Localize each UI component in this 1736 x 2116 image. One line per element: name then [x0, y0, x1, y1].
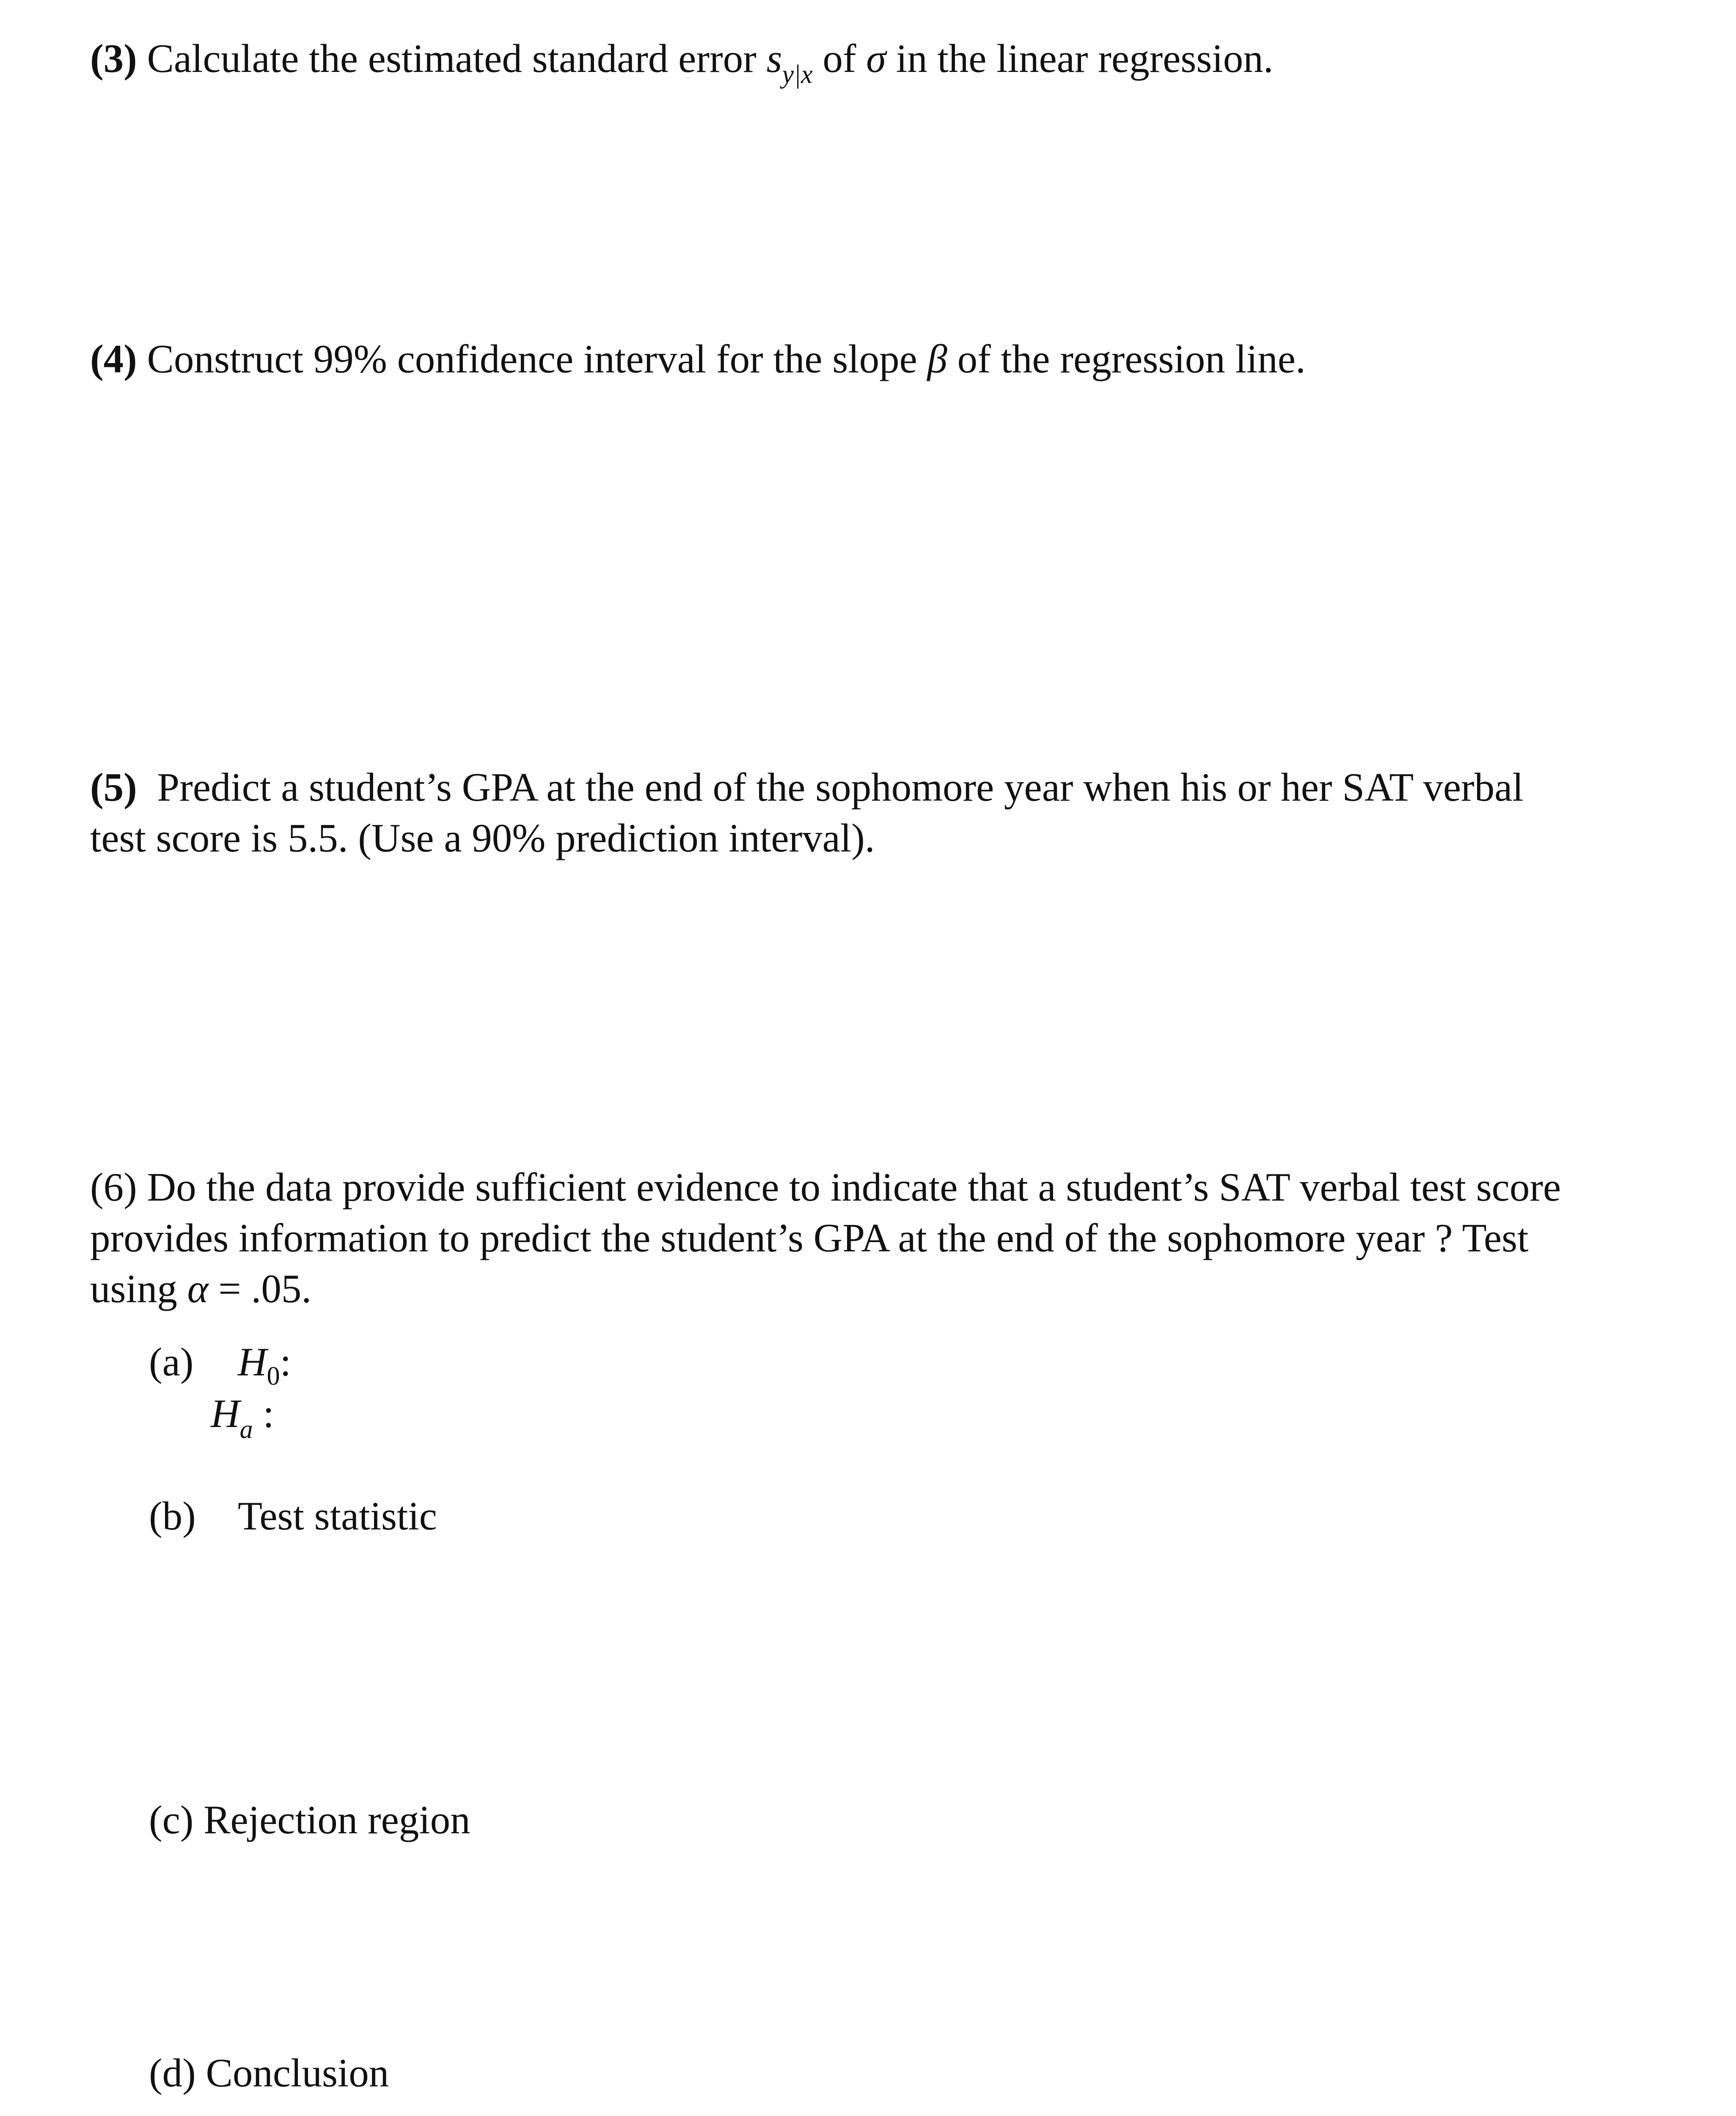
question-3-text-a: Calculate the estimated standard error [147, 36, 757, 81]
question-6-line-2: provides information to predict the student’s GPA at the end of the sophomore year ? Test [90, 1215, 1529, 1260]
ha-colon: : [263, 1391, 274, 1436]
question-5-line-2: test score is 5.5. (Use a 90% prediction interval). [90, 816, 875, 860]
question-4-text-b: of the regression line. [957, 336, 1306, 381]
question-3-text-b: of [823, 36, 856, 81]
question-4-text-a: Construct 99% confidence interval for the slope [147, 336, 917, 381]
question-6 [90, 1162, 1622, 1314]
symbol-beta: β [927, 336, 947, 381]
ha-symbol: H [211, 1391, 240, 1436]
question-5 [90, 762, 1622, 863]
h0-colon: : [280, 1339, 292, 1384]
symbol-sigma: σ [866, 36, 886, 81]
ha-subscript: a [239, 1415, 253, 1444]
part-a-label: (a) [149, 1339, 194, 1384]
h0-subscript: 0 [267, 1362, 280, 1391]
part-d: (d) Conclusion [149, 2050, 389, 2095]
symbol-s-subscript: y|x [782, 60, 813, 89]
part-b-text: Test statistic [238, 1493, 437, 1538]
question-3-text-c: in the linear regression. [896, 36, 1274, 81]
part-b [149, 1491, 437, 1541]
symbol-s: s [766, 36, 782, 81]
question-5-line-1: (5) Predict a student’s GPA at the end of the sophomore year when his or her SAT verbal [90, 765, 1524, 810]
h0-symbol: H [238, 1339, 267, 1384]
question-6-line-3: using α = .05. [90, 1266, 312, 1311]
question-3 [90, 33, 1622, 100]
part-b-label: (b) [149, 1493, 196, 1538]
part-c: (c) Rejection region [149, 1797, 470, 1842]
question-5-number: (5) [90, 765, 137, 810]
question-4-number: (4) [90, 336, 137, 381]
question-4 [90, 333, 1622, 384]
symbol-alpha: α [187, 1266, 209, 1311]
part-a-alternative-hypothesis [211, 1388, 274, 1455]
question-6-line-1: (6) Do the data provide sufficient evidence to indicate that a student’s SAT verbal test score [90, 1165, 1561, 1210]
question-3-number: (3) [90, 36, 137, 81]
